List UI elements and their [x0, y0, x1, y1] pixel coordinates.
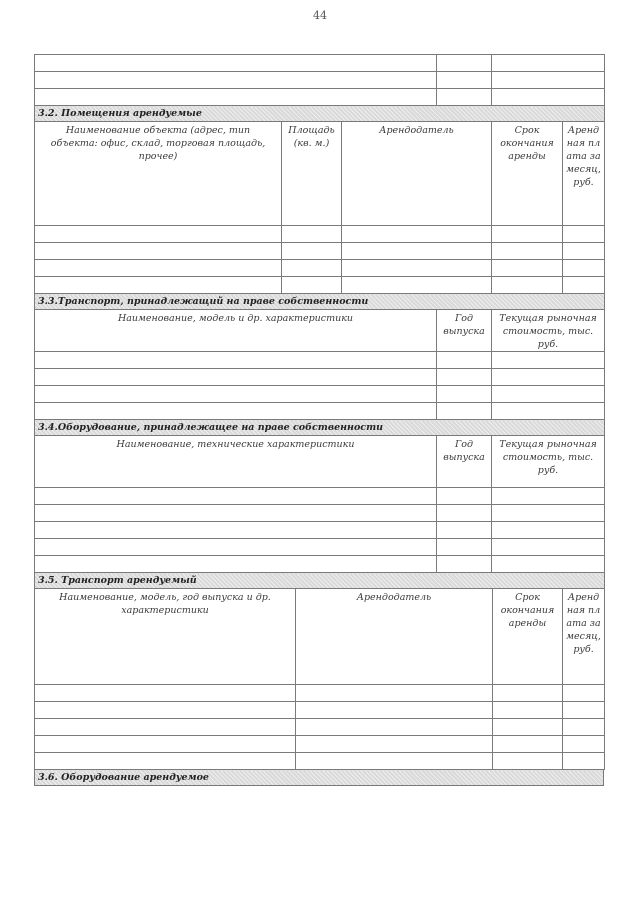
table-cell[interactable]: [492, 243, 563, 260]
table-cell[interactable]: [492, 488, 605, 505]
table-cell[interactable]: [492, 505, 605, 522]
section-title: 3.4.Оборудование, принадлежащее на праве собственности: [35, 420, 605, 436]
section-3-6-table: [34, 769, 604, 786]
form-sheet: [34, 54, 604, 786]
table-cell[interactable]: [437, 352, 492, 369]
table-cell[interactable]: [437, 488, 492, 505]
table-row: [35, 277, 605, 294]
section-title: 3.5. Транспорт арендуемый: [35, 573, 605, 589]
table-row: [35, 55, 605, 72]
table-row: [35, 522, 605, 539]
table-cell[interactable]: [35, 522, 437, 539]
table-cell[interactable]: [296, 702, 493, 719]
table-cell[interactable]: [35, 719, 296, 736]
table-cell[interactable]: [492, 72, 605, 89]
table-row: [35, 488, 605, 505]
table-cell[interactable]: [563, 260, 605, 277]
table-cell[interactable]: [35, 556, 437, 573]
table-cell[interactable]: [492, 539, 605, 556]
table-row: [35, 556, 605, 573]
table-cell[interactable]: [492, 226, 563, 243]
column-header-term: Срок окончания аренды: [493, 589, 563, 685]
column-header-term: Срок окончания аренды: [492, 122, 563, 226]
column-header-name: Наименование, модель и др. характеристики: [35, 310, 437, 352]
table-cell[interactable]: [35, 736, 296, 753]
table-cell[interactable]: [35, 89, 437, 106]
table-cell[interactable]: [563, 243, 605, 260]
table-row: [35, 226, 605, 243]
table-cell[interactable]: [35, 55, 437, 72]
table-cell[interactable]: [35, 685, 296, 702]
column-header-object: Наименование объекта (адрес, тип объекта: офис, склад, торговая площадь, прочее): [35, 122, 282, 226]
section-3-5-table: [34, 572, 605, 770]
table-cell[interactable]: [35, 352, 437, 369]
table-cell[interactable]: [35, 243, 282, 260]
table-cell[interactable]: [342, 243, 492, 260]
table-cell[interactable]: [35, 369, 437, 386]
table-cell[interactable]: [437, 403, 492, 420]
table-cell[interactable]: [492, 556, 605, 573]
table-cell[interactable]: [437, 89, 492, 106]
page-number: 44: [313, 9, 327, 22]
section-3-2-table: [34, 105, 605, 294]
table-cell[interactable]: [35, 505, 437, 522]
table-row: [35, 72, 605, 89]
table-row: [35, 753, 605, 770]
column-header-value: Текущая рыночная стоимость, тыс. руб.: [492, 310, 605, 352]
column-header-name: Наименование, модель, год выпуска и др. характеристики: [35, 589, 296, 685]
table-cell[interactable]: [35, 72, 437, 89]
table-cell[interactable]: [296, 753, 493, 770]
table-cell[interactable]: [35, 226, 282, 243]
section-title: 3.6. Оборудование арендуемое: [35, 770, 604, 786]
table-cell[interactable]: [437, 522, 492, 539]
table-cell[interactable]: [563, 277, 605, 294]
section-3-3-table: [34, 293, 605, 420]
column-header-year: Год выпуска: [437, 310, 492, 352]
column-header-name: Наименование, технические характеристики: [35, 436, 437, 488]
table-cell[interactable]: [493, 719, 563, 736]
table-cell[interactable]: [492, 277, 563, 294]
column-header-landlord: Арендодатель: [296, 589, 493, 685]
table-cell[interactable]: [342, 260, 492, 277]
table-cell[interactable]: [493, 753, 563, 770]
table-cell[interactable]: [35, 403, 437, 420]
table-cell[interactable]: [492, 522, 605, 539]
table-cell[interactable]: [493, 685, 563, 702]
table-cell[interactable]: [437, 386, 492, 403]
section-title: 3.3.Транспорт, принадлежащий на праве собственности: [35, 294, 605, 310]
table-cell[interactable]: [282, 277, 342, 294]
table-cell[interactable]: [35, 277, 282, 294]
table-cell[interactable]: [493, 702, 563, 719]
column-header-landlord: Арендодатель: [342, 122, 492, 226]
table-row: [35, 736, 605, 753]
column-header-rent: Арендная плата за месяц, руб.: [563, 122, 605, 226]
table-cell[interactable]: [437, 556, 492, 573]
table-row: [35, 685, 605, 702]
table-cell[interactable]: [342, 277, 492, 294]
table-row: [35, 260, 605, 277]
table-cell[interactable]: [563, 226, 605, 243]
table-cell[interactable]: [282, 243, 342, 260]
table-cell[interactable]: [492, 260, 563, 277]
section-3-4-table: [34, 419, 605, 573]
table-row: [35, 702, 605, 719]
table-row: [35, 89, 605, 106]
table-row: [35, 352, 605, 369]
table-row: [35, 369, 605, 386]
table-row: [35, 719, 605, 736]
table-cell[interactable]: [35, 488, 437, 505]
table-cell[interactable]: [563, 753, 605, 770]
table-cell[interactable]: [342, 226, 492, 243]
table-cell[interactable]: [437, 539, 492, 556]
table-cell[interactable]: [35, 702, 296, 719]
prev-section-rows: [34, 54, 605, 106]
table-cell[interactable]: [437, 505, 492, 522]
table-cell[interactable]: [563, 685, 605, 702]
table-cell[interactable]: [35, 753, 296, 770]
table-cell[interactable]: [437, 72, 492, 89]
table-cell[interactable]: [563, 736, 605, 753]
table-cell[interactable]: [563, 719, 605, 736]
table-row: [35, 403, 605, 420]
table-cell[interactable]: [35, 539, 437, 556]
table-cell[interactable]: [296, 685, 493, 702]
table-row: [35, 539, 605, 556]
table-cell[interactable]: [282, 226, 342, 243]
table-cell[interactable]: [437, 55, 492, 72]
table-row: [35, 386, 605, 403]
table-cell[interactable]: [493, 736, 563, 753]
column-header-rent: Арендная плата за месяц, руб.: [563, 589, 605, 685]
table-cell[interactable]: [563, 702, 605, 719]
table-cell[interactable]: [35, 386, 437, 403]
table-cell[interactable]: [296, 719, 493, 736]
table-row: [35, 243, 605, 260]
table-cell[interactable]: [282, 260, 342, 277]
column-header-value: Текущая рыночная стоимость, тыс. руб.: [492, 436, 605, 488]
table-cell[interactable]: [492, 386, 605, 403]
table-cell[interactable]: [492, 352, 605, 369]
table-cell[interactable]: [296, 736, 493, 753]
table-cell[interactable]: [492, 369, 605, 386]
table-cell[interactable]: [492, 403, 605, 420]
table-cell[interactable]: [492, 89, 605, 106]
column-header-year: Год выпуска: [437, 436, 492, 488]
section-title: 3.2. Помещения арендуемые: [35, 106, 605, 122]
table-cell[interactable]: [35, 260, 282, 277]
table-cell[interactable]: [437, 369, 492, 386]
table-cell[interactable]: [492, 55, 605, 72]
table-row: [35, 505, 605, 522]
column-header-area: Площадь (кв. м.): [282, 122, 342, 226]
